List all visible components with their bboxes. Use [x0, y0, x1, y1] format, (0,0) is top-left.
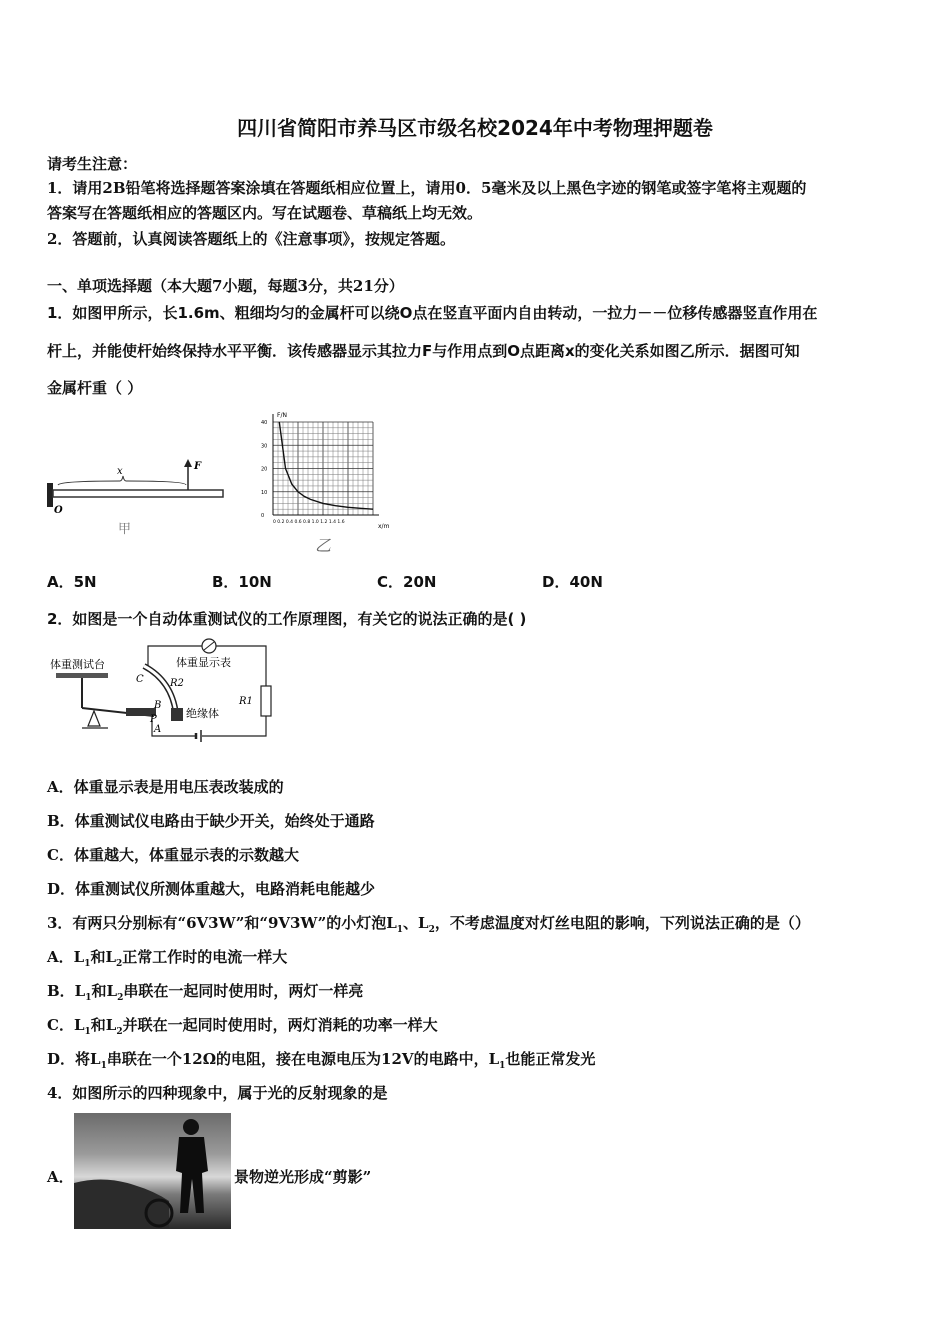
- metal-rod: [53, 490, 223, 497]
- label-x: x: [117, 466, 123, 477]
- label-yi: 乙: [315, 536, 332, 555]
- insulator-block: [171, 708, 183, 721]
- y-tick-label: 20: [261, 466, 268, 473]
- x-brace: [58, 476, 186, 485]
- force-arrowhead: [184, 459, 192, 467]
- pivot: [88, 711, 100, 726]
- label-A: A: [154, 724, 162, 735]
- q1-option-c[interactable]: C．20N: [377, 573, 437, 591]
- silhouette-body: [176, 1137, 208, 1213]
- q4-stem: 4．如图所示的四种现象中，属于光的反射现象的是: [47, 1084, 388, 1102]
- label-R1: R1: [239, 696, 253, 707]
- chart-ylabel: F/N: [277, 412, 287, 419]
- label-F: F: [194, 461, 202, 472]
- q1-option-b[interactable]: B．10N: [212, 573, 272, 591]
- label-platform: 体重测试台: [50, 658, 105, 671]
- label-R2: R2: [170, 678, 184, 689]
- q1-option-a[interactable]: A．5N: [47, 573, 97, 591]
- q2-circuit-figure: [44, 636, 279, 748]
- label-B: B: [154, 700, 162, 711]
- chart-xlabel: x/m: [378, 523, 390, 530]
- q2-option-d[interactable]: D．体重测试仪所测体重越大，电路消耗电能越少: [47, 880, 376, 898]
- label-insulator: 绝缘体: [186, 707, 219, 720]
- section-heading: 一、单项选择题（本大题7小题，每题3分，共21分）: [47, 277, 404, 295]
- y-tick-label: 40: [261, 420, 268, 426]
- label-C: C: [136, 674, 144, 685]
- y-tick-label: 10: [261, 489, 268, 496]
- q3-option-b[interactable]: B．$L_1$和$L_2$串联在一起同时使用时，两灯一样亮: [47, 982, 364, 1003]
- silhouette-head: [183, 1119, 199, 1135]
- notice-line-1b: 答案写在答题纸相应的答题区内。写在试题卷、草稿纸上均无效。: [47, 204, 483, 222]
- q1-line-3: 金属杆重（ ）: [47, 379, 143, 397]
- q3-option-d[interactable]: D．将$L_1$串联在一个12Ω的电阻，接在电源电压为12V的电路中，$L_1$也能正常发光: [47, 1050, 596, 1071]
- y-tick-label: 30: [261, 443, 268, 450]
- q2-option-c[interactable]: C．体重越大，体重显示表的示数越大: [47, 846, 299, 864]
- q1-figure-jia: [40, 445, 230, 545]
- label-P: P: [150, 714, 157, 725]
- shore: [74, 1179, 169, 1229]
- label-meter: 体重显示表: [176, 656, 231, 669]
- y-tick-labels: [261, 420, 267, 519]
- platform-plate: [56, 673, 108, 678]
- label-jia: 甲: [118, 522, 132, 537]
- q2-option-b[interactable]: B．体重测试仪电路由于缺少开关，始终处于通路: [47, 812, 375, 830]
- notice-line-1a: 1．请用2B铅笔将选择题答案涂填在答题纸相应位置上，请用0．5毫米及以上黑色字迹的钢笔或签字笔将主观题的: [47, 179, 807, 197]
- wall-mount: [47, 483, 53, 507]
- q4-option-a-label[interactable]: A．: [47, 1168, 74, 1186]
- q4-option-a-text: 景物逆光形成“剪影”: [234, 1168, 372, 1186]
- notice-heading: 请考生注意：: [47, 155, 138, 173]
- label-O: O: [54, 505, 63, 516]
- q3-stem: 3．有两只分别标有“6V3W”和“9V3W”的小灯泡$L_1$、$L_2$，不考虑温度对灯丝电阻的影响，下列说法正确的是（）: [47, 914, 810, 935]
- q1-figure-yi: [255, 407, 395, 557]
- q3-option-c[interactable]: C．$L_1$和$L_2$并联在一起同时使用时，两灯消耗的功率一样大: [47, 1016, 438, 1037]
- notice-line-2: 2．答题前，认真阅读答题纸上的《注意事项》，按规定答题。: [47, 230, 455, 248]
- chart-series-line: [279, 422, 373, 509]
- q1-line-2: 杆上，并能使杆始终保持水平平衡．该传感器显示其拉力F与作用点到O点距离x的变化关系如图乙所示．据图可知: [47, 342, 800, 360]
- q1-line-1: 1．如图甲所示，长1.6m、粗细均匀的金属杆可以绕O点在竖直平面内自由转动，一拉力－－位移传感器竖直作用在: [47, 304, 818, 322]
- q3-option-a[interactable]: A．$L_1$和$L_2$正常工作时的电流一样大: [47, 948, 288, 969]
- q4-option-a-photo: [74, 1113, 231, 1229]
- chart-grid: [273, 414, 379, 515]
- chart-xticks: 0 0.2 0.4 0.6 0.8 1.0 1.2 1.4 1.6: [273, 520, 345, 525]
- page-title: 四川省简阳市养马区市级名校2024年中考物理押题卷: [237, 116, 713, 140]
- q2-option-a[interactable]: A．体重显示表是用电压表改装成的: [47, 778, 284, 796]
- y-tick-label: 0: [261, 513, 265, 519]
- q2-stem: 2．如图是一个自动体重测试仪的工作原理图，有关它的说法正确的是( ): [47, 610, 527, 628]
- silhouette-image: [74, 1113, 231, 1229]
- chart-curve-group: [279, 422, 373, 509]
- q1-option-d[interactable]: D．40N: [542, 573, 603, 591]
- resistor-R1: [261, 686, 271, 716]
